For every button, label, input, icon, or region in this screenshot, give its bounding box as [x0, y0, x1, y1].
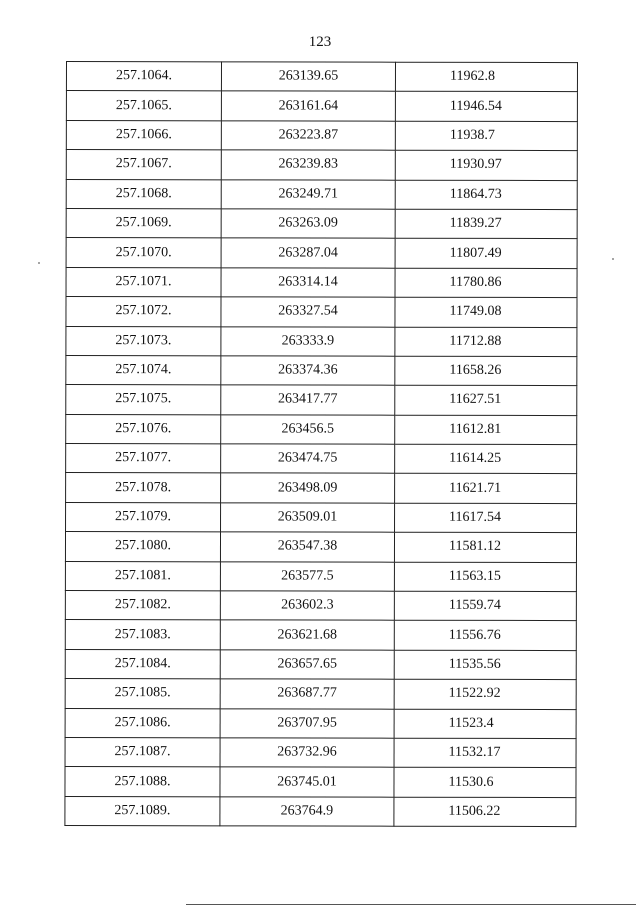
point-number-cell: 257.1080.	[65, 532, 220, 562]
x-coordinate-cell: 263764.9	[220, 797, 394, 827]
point-number-cell: 257.1082.	[65, 591, 220, 621]
page-number: 123	[308, 34, 332, 50]
x-coordinate-cell: 263547.38	[220, 532, 394, 562]
scan-speck	[38, 262, 40, 264]
x-coordinate-cell: 263474.75	[221, 444, 395, 474]
y-coordinate-cell: 11522.92	[394, 679, 576, 709]
table-row	[65, 679, 576, 709]
point-number-cell: 257.1067.	[66, 150, 221, 180]
x-coordinate-cell: 263374.36	[221, 356, 395, 386]
table-row	[65, 591, 576, 621]
x-coordinate-cell: 263732.96	[220, 738, 394, 768]
x-coordinate-cell: 263417.77	[221, 385, 395, 415]
point-number-cell: 257.1070.	[66, 238, 221, 268]
table-row	[66, 414, 577, 444]
y-coordinate-cell: 11617.54	[395, 503, 577, 533]
x-coordinate-cell: 263161.64	[221, 91, 395, 121]
x-coordinate-cell: 263314.14	[221, 268, 395, 298]
y-coordinate-cell: 11563.15	[394, 562, 576, 592]
table-row	[65, 649, 576, 679]
table-row	[65, 620, 576, 650]
point-number-cell: 257.1069.	[66, 208, 221, 238]
table-row	[66, 444, 577, 474]
table-row	[66, 179, 577, 209]
y-coordinate-cell: 11581.12	[394, 532, 576, 562]
x-coordinate-cell: 263509.01	[221, 503, 395, 533]
point-number-cell: 257.1088.	[65, 767, 220, 797]
y-coordinate-cell: 11839.27	[395, 209, 577, 239]
point-number-cell: 257.1074.	[66, 355, 221, 385]
y-coordinate-cell: 11559.74	[394, 591, 576, 621]
y-coordinate-cell: 11749.08	[395, 297, 577, 327]
point-number-cell: 257.1087.	[65, 737, 220, 767]
table-row	[66, 208, 577, 238]
point-number-cell: 257.1085.	[65, 679, 220, 709]
point-number-cell: 257.1064.	[66, 62, 221, 92]
table-row	[66, 473, 577, 503]
table-row	[65, 737, 576, 767]
coordinates-table	[64, 61, 578, 827]
point-number-cell: 257.1076.	[66, 414, 221, 444]
x-coordinate-cell: 263239.83	[221, 150, 395, 180]
point-number-cell: 257.1066.	[66, 120, 221, 150]
y-coordinate-cell: 11621.71	[395, 474, 577, 504]
table-row	[66, 385, 577, 415]
x-coordinate-cell: 263745.01	[220, 767, 394, 797]
coordinates-table-body	[65, 62, 578, 827]
x-coordinate-cell: 263249.71	[221, 179, 395, 209]
y-coordinate-cell: 11930.97	[395, 150, 577, 180]
x-coordinate-cell: 263621.68	[220, 620, 394, 650]
x-coordinate-cell: 263333.9	[221, 326, 395, 356]
y-coordinate-cell: 11780.86	[395, 268, 577, 298]
table-row	[66, 297, 577, 327]
y-coordinate-cell: 11807.49	[395, 239, 577, 269]
y-coordinate-cell: 11864.73	[395, 180, 577, 210]
table-row	[66, 502, 577, 532]
scan-speck	[612, 258, 614, 260]
point-number-cell: 257.1073.	[66, 326, 221, 356]
point-number-cell: 257.1079.	[66, 502, 221, 532]
table-row	[65, 561, 576, 591]
y-coordinate-cell: 11658.26	[395, 356, 577, 386]
table-row	[65, 532, 576, 562]
table-row	[65, 767, 576, 797]
x-coordinate-cell: 263707.95	[220, 708, 394, 738]
x-coordinate-cell: 263223.87	[221, 121, 395, 151]
point-number-cell: 257.1075.	[66, 385, 221, 415]
point-number-cell: 257.1089.	[65, 796, 220, 826]
y-coordinate-cell: 11938.7	[395, 121, 577, 151]
y-coordinate-cell: 11612.81	[395, 415, 577, 445]
point-number-cell: 257.1083.	[65, 620, 220, 650]
x-coordinate-cell: 263456.5	[221, 415, 395, 445]
y-coordinate-cell: 11614.25	[395, 444, 577, 474]
x-coordinate-cell: 263577.5	[220, 561, 394, 591]
table-row	[66, 120, 577, 150]
point-number-cell: 257.1086.	[65, 708, 220, 738]
x-coordinate-cell: 263602.3	[220, 591, 394, 621]
y-coordinate-cell: 11532.17	[394, 738, 576, 768]
table-row	[66, 326, 577, 356]
x-coordinate-cell: 263687.77	[220, 679, 394, 709]
x-coordinate-cell: 263657.65	[220, 650, 394, 680]
point-number-cell: 257.1084.	[65, 649, 220, 679]
y-coordinate-cell: 11535.56	[394, 650, 576, 680]
table-row	[65, 708, 576, 738]
x-coordinate-cell: 263327.54	[221, 297, 395, 327]
table-row	[66, 238, 577, 268]
point-number-cell: 257.1065.	[66, 91, 221, 121]
point-number-cell: 257.1081.	[65, 561, 220, 591]
y-coordinate-cell: 11530.6	[394, 768, 576, 798]
table-row	[66, 62, 577, 92]
y-coordinate-cell: 11556.76	[394, 621, 576, 651]
point-number-cell: 257.1071.	[66, 267, 221, 297]
point-number-cell: 257.1072.	[66, 297, 221, 327]
table-row	[65, 796, 576, 826]
table-row	[66, 150, 577, 180]
y-coordinate-cell: 11506.22	[394, 797, 576, 827]
y-coordinate-cell: 11946.54	[395, 92, 577, 122]
x-coordinate-cell: 263139.65	[221, 62, 395, 92]
x-coordinate-cell: 263498.09	[221, 473, 395, 503]
y-coordinate-cell: 11523.4	[394, 709, 576, 739]
table-row	[66, 267, 577, 297]
x-coordinate-cell: 263263.09	[221, 209, 395, 239]
point-number-cell: 257.1068.	[66, 179, 221, 209]
point-number-cell: 257.1077.	[66, 444, 221, 474]
y-coordinate-cell: 11627.51	[395, 385, 577, 415]
table-row	[66, 355, 577, 385]
table-row	[66, 91, 577, 121]
y-coordinate-cell: 11712.88	[395, 327, 577, 357]
y-coordinate-cell: 11962.8	[395, 62, 577, 92]
point-number-cell: 257.1078.	[66, 473, 221, 503]
x-coordinate-cell: 263287.04	[221, 238, 395, 268]
